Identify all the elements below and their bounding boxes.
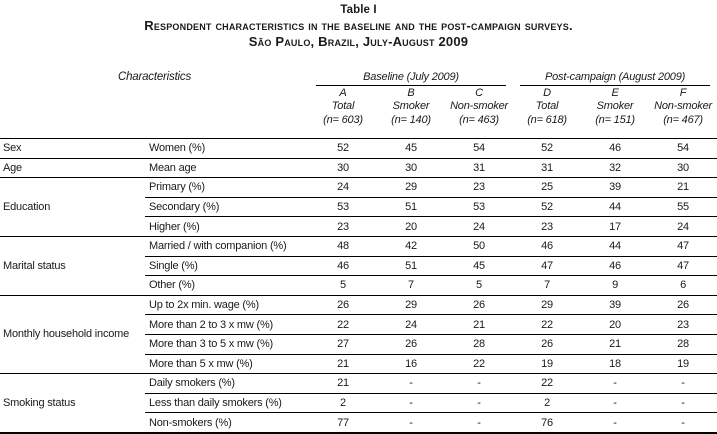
cell-value: 5 [445, 276, 513, 296]
row-label: More than 2 to 3 x mw (%) [145, 315, 309, 335]
cell-value: 19 [649, 354, 717, 374]
cell-value: 25 [513, 178, 581, 198]
column-sample-size: (n= 618) [527, 113, 567, 126]
cell-value: 51 [377, 256, 445, 276]
cell-value: 23 [445, 178, 513, 198]
cell-value: 5 [309, 276, 377, 296]
column-letter: C [475, 86, 483, 99]
table-number: Table I [340, 4, 377, 16]
column-letter: D [543, 86, 551, 99]
column-letter: A [339, 86, 347, 99]
cell-value: 47 [649, 236, 717, 256]
cell-value: 76 [513, 413, 581, 433]
row-category: Marital status [0, 236, 145, 295]
cell-value: 77 [309, 413, 377, 433]
cell-value: 50 [445, 236, 513, 256]
column-sample-size: (n= 463) [459, 113, 499, 126]
column-name: Non-smoker [654, 99, 712, 112]
column-letter: E [611, 86, 619, 99]
baseline-group-label: Baseline (July 2009) [316, 71, 506, 86]
column-letter: B [407, 86, 415, 99]
postcampaign-group-header [513, 71, 717, 86]
table-header [0, 71, 717, 139]
cell-value: 46 [581, 139, 649, 159]
row-label: Higher (%) [145, 217, 309, 237]
cell-value: 29 [513, 295, 581, 315]
cell-value: 20 [581, 315, 649, 335]
cell-value: 51 [377, 197, 445, 217]
cell-value: 48 [309, 236, 377, 256]
column-sample-size: (n= 467) [663, 113, 703, 126]
cell-value: - [649, 413, 717, 433]
column-name: Non-smoker [450, 99, 508, 112]
cell-value: - [377, 393, 445, 413]
cell-value: 2 [309, 393, 377, 413]
cell-value: - [445, 374, 513, 394]
table-row [0, 178, 717, 198]
row-label: Other (%) [145, 276, 309, 296]
cell-value: 9 [581, 276, 649, 296]
cell-value: 22 [445, 354, 513, 374]
cell-value: 44 [581, 197, 649, 217]
cell-value: 39 [581, 178, 649, 198]
row-label: Secondary (%) [145, 197, 309, 217]
cell-value: 23 [649, 315, 717, 335]
table-row [0, 139, 717, 159]
row-label: Less than daily smokers (%) [145, 393, 309, 413]
cell-value: 45 [445, 256, 513, 276]
table-row [0, 236, 717, 256]
column-name: Smoker [392, 99, 430, 112]
cell-value: 52 [513, 139, 581, 159]
cell-value: 23 [309, 217, 377, 237]
row-label: Married / with companion (%) [145, 236, 309, 256]
cell-value: 30 [377, 158, 445, 178]
cell-value: 29 [377, 178, 445, 198]
cell-value: 55 [649, 197, 717, 217]
cell-value: 7 [377, 276, 445, 296]
row-label: Non-smokers (%) [145, 413, 309, 433]
row-label: Women (%) [145, 139, 309, 159]
column-name: Total [535, 99, 559, 112]
cell-value: 31 [445, 158, 513, 178]
cell-value: 22 [513, 374, 581, 394]
cell-value: 54 [649, 139, 717, 159]
cell-value: - [649, 374, 717, 394]
cell-value: 53 [445, 197, 513, 217]
cell-value: 24 [309, 178, 377, 198]
cell-value: 26 [445, 295, 513, 315]
cell-value: 27 [309, 334, 377, 354]
cell-value: 45 [377, 139, 445, 159]
cell-value: 7 [513, 276, 581, 296]
cell-value: 54 [445, 139, 513, 159]
row-label: More than 5 x mw (%) [145, 354, 309, 374]
cell-value: 52 [513, 197, 581, 217]
cell-value: 26 [377, 334, 445, 354]
cell-value: 53 [309, 197, 377, 217]
cell-value: 24 [445, 217, 513, 237]
table-body [0, 139, 717, 433]
cell-value: 30 [649, 158, 717, 178]
cell-value: 28 [649, 334, 717, 354]
row-label: Single (%) [145, 256, 309, 276]
table-caption-block [0, 0, 717, 49]
cell-value: 46 [581, 256, 649, 276]
cell-value: 6 [649, 276, 717, 296]
cell-value: 46 [513, 236, 581, 256]
cell-value: 21 [445, 315, 513, 335]
characteristics-table [0, 71, 717, 434]
column-letter: F [679, 86, 687, 99]
cell-value: 32 [581, 158, 649, 178]
table-title: Respondent characteristics in the baseline and the post-campaign surveys. [144, 18, 573, 33]
cell-value: 26 [309, 295, 377, 315]
cell-value: 42 [377, 236, 445, 256]
column-sample-size: (n= 603) [323, 113, 363, 126]
table-row [0, 374, 717, 394]
postcampaign-group-label: Post-campaign (August 2009) [520, 71, 710, 86]
cell-value: - [445, 413, 513, 433]
cell-value: 22 [513, 315, 581, 335]
table-row [0, 295, 717, 315]
cell-value: 52 [309, 139, 377, 159]
cell-value: 44 [581, 236, 649, 256]
cell-value: 26 [649, 295, 717, 315]
row-category: Smoking status [0, 374, 145, 433]
cell-value: 46 [309, 256, 377, 276]
cell-value: 21 [581, 334, 649, 354]
cell-value: 30 [309, 158, 377, 178]
table-subtitle: São Paulo, Brazil, July-August 2009 [248, 34, 469, 49]
cell-value: - [581, 393, 649, 413]
row-label: Primary (%) [145, 178, 309, 198]
cell-value: - [377, 413, 445, 433]
cell-value: 47 [513, 256, 581, 276]
cell-value: 26 [513, 334, 581, 354]
cell-value: - [581, 413, 649, 433]
column-name: Smoker [596, 99, 634, 112]
row-category: Monthly household income [0, 295, 145, 373]
cell-value: 21 [649, 178, 717, 198]
cell-value: 19 [513, 354, 581, 374]
cell-value: - [649, 393, 717, 413]
characteristics-header: Characteristics [117, 71, 192, 83]
cell-value: 16 [377, 354, 445, 374]
cell-value: 2 [513, 393, 581, 413]
cell-value: 29 [377, 295, 445, 315]
cell-value: 23 [513, 217, 581, 237]
cell-value: 28 [445, 334, 513, 354]
row-category: Sex [0, 139, 145, 159]
cell-value: 22 [309, 315, 377, 335]
cell-value: 24 [649, 217, 717, 237]
cell-value: 47 [649, 256, 717, 276]
cell-value: 21 [309, 354, 377, 374]
row-label: Mean age [145, 158, 309, 178]
row-category: Age [0, 158, 145, 178]
cell-value: 24 [377, 315, 445, 335]
cell-value: 17 [581, 217, 649, 237]
baseline-group-header [309, 71, 513, 86]
column-name: Total [331, 99, 355, 112]
cell-value: - [377, 374, 445, 394]
row-label: Daily smokers (%) [145, 374, 309, 394]
column-sample-size: (n= 140) [391, 113, 431, 126]
survey-group-row [0, 71, 717, 86]
table-row [0, 158, 717, 178]
row-label: Up to 2x min. wage (%) [145, 295, 309, 315]
cell-value: 18 [581, 354, 649, 374]
cell-value: 39 [581, 295, 649, 315]
cell-value: 31 [513, 158, 581, 178]
row-label: More than 3 to 5 x mw (%) [145, 334, 309, 354]
cell-value: 21 [309, 374, 377, 394]
cell-value: - [581, 374, 649, 394]
cell-value: - [445, 393, 513, 413]
column-sample-size: (n= 151) [595, 113, 635, 126]
row-category: Education [0, 178, 145, 237]
cell-value: 20 [377, 217, 445, 237]
